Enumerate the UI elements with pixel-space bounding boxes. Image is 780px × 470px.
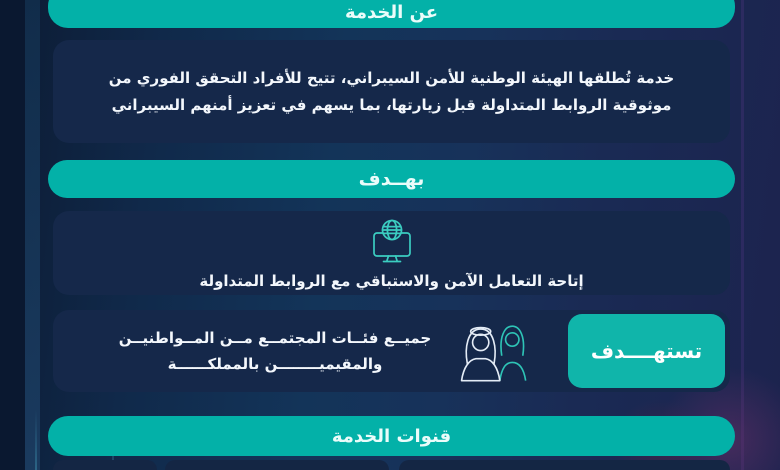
service-channel-box [399,460,730,470]
target-panel [53,310,730,392]
target-body-text [75,325,475,378]
target-label-text: تستهــــدف [590,339,703,363]
background-dark-strip [0,0,25,470]
section-header-channels [48,416,735,456]
section-title-channels: قنوات الخدمة [331,425,452,447]
service-channel-box [53,460,157,470]
monitor-globe-icon [369,218,415,270]
goal-panel [53,211,730,295]
section-title-goal: بهــدف [358,168,425,190]
about-body-text: خدمة تُطلقها الهيئة الوطنية للأمن السيبراني، تتيح للأفراد التحقق الفوري من موثوقية الروابط المتداولة قبل زيارتها، بما يسهم في تعزيز أمنهم السيبراني [108,68,675,114]
service-channel-box [165,460,389,470]
section-header-about [48,0,735,28]
goal-body-text: إتاحة التعامل الآمن والاستباقي مع الروابط المتداولة [199,272,584,290]
section-title-about: عن الخدمة [344,2,439,23]
target-body-line1: جميــع فئــات المجتمــع مــن المــواطنيــن [118,328,432,347]
target-body-line2: والمقيميــــــــن بالمملكــــــة [167,355,383,373]
section-header-goal [48,160,735,198]
about-panel [53,40,730,143]
target-label-box [568,314,725,388]
background-light-strip [25,0,40,470]
background-light-streak [35,410,37,470]
